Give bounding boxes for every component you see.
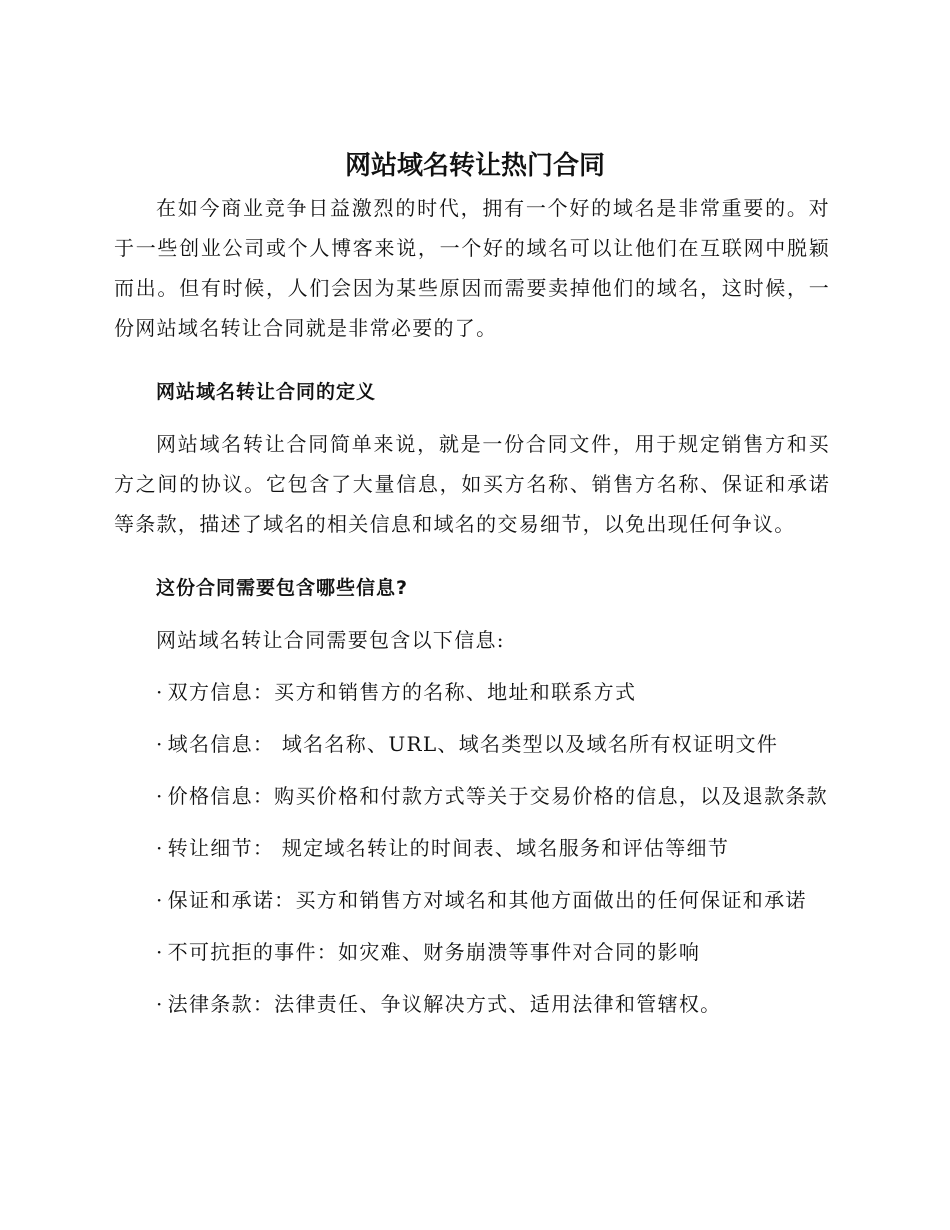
section-heading-contents: 这份合同需要包含哪些信息?: [156, 577, 409, 599]
list-item-text: 价格信息：购买价格和付款方式等关于交易价格的信息，以及退款条款: [167, 784, 828, 808]
contents-intro: 网站域名转让合同需要包含以下信息:: [156, 628, 505, 652]
list-item-text: 双方信息：买方和销售方的名称、地址和联系方式: [167, 680, 637, 704]
list-item-text: 保证和承诺：买方和销售方对域名和其他方面做出的任何保证和承诺: [167, 888, 807, 912]
list-item: [114, 672, 830, 712]
section-heading-definition: 网站域名转让合同的定义: [156, 381, 377, 403]
definition-paragraph: 网站域名转让合同简单来说，就是一份合同文件，用于规定销售方和买方之间的协议。它包含了大量信息，如买方名称、销售方名称、保证和承诺等条款，描述了域名的相关信息和域名的交易细节，以免出现任何争议。: [114, 432, 830, 536]
bullet-icon: ·: [156, 784, 164, 808]
bullet-icon: ·: [156, 680, 164, 704]
bullet-icon: ·: [156, 992, 164, 1016]
list-item-text: 法律条款：法律责任、争议解决方式、适用法律和管辖权。: [167, 992, 722, 1016]
list-item: [114, 880, 830, 920]
bullet-icon: ·: [156, 836, 164, 860]
bullet-icon: ·: [156, 732, 164, 756]
document-title: 网站域名转让热门合同: [344, 151, 605, 181]
list-item: [114, 724, 830, 764]
intro-paragraph: 在如今商业竞争日益激烈的时代，拥有一个好的域名是非常重要的。对于一些创业公司或个人博客来说，一个好的域名可以让他们在互联网中脱颖而出。但有时候，人们会因为某些原因而需要卖掉他们的域名，这时候，一份网站域名转让合同就是非常必要的了。: [114, 196, 830, 340]
list-item: [114, 776, 830, 816]
bullet-icon: ·: [156, 940, 164, 964]
list-item-text: 转让细节： 规定域名转让的时间表、域名服务和评估等细节: [167, 836, 730, 860]
list-item-text: 域名信息： 域名名称、URL、域名类型以及域名所有权证明文件: [167, 732, 779, 756]
document-body: [114, 188, 830, 1036]
list-item: [114, 984, 830, 1024]
bullet-icon: ·: [156, 888, 164, 912]
list-item: [114, 932, 830, 972]
list-item-text: 不可抗拒的事件：如灾难、财务崩溃等事件对合同的影响: [167, 940, 701, 964]
list-item: [114, 828, 830, 868]
